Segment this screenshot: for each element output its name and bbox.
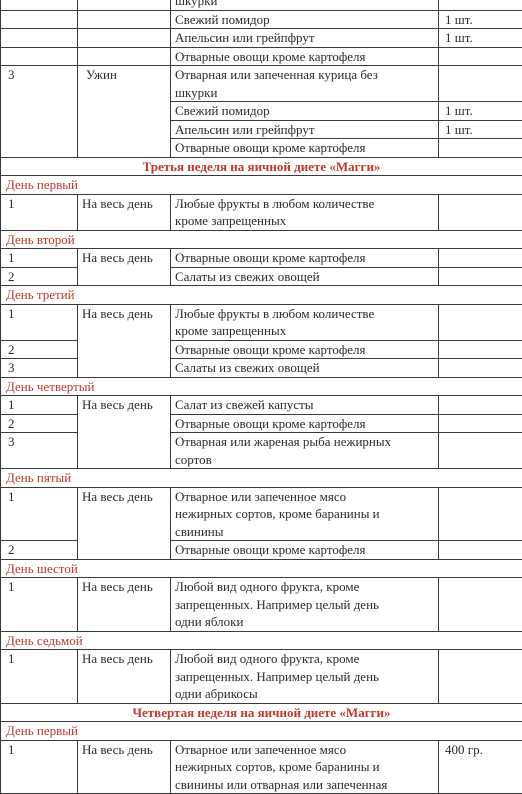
cell-text: Отварное или запеченное мясо нежирных сортов, кроме баранины и свинины или отварная или запеченная xyxy=(171,740,439,794)
cell-qty: 1 шт. xyxy=(439,120,522,139)
cell-meal: На весь день xyxy=(78,740,171,794)
table-row xyxy=(1,578,522,632)
cell-num: 1 xyxy=(1,578,78,632)
cell-meal: Ужин xyxy=(78,66,171,158)
cell-text: Отварные овощи кроме картофеля xyxy=(171,249,439,268)
table-row xyxy=(1,194,522,230)
table-row xyxy=(1,47,522,66)
day-title: День первый xyxy=(1,176,522,195)
cell-text: Апельсин или грейпфрут xyxy=(171,29,439,48)
table-row xyxy=(1,0,522,10)
cell-text: шкурки xyxy=(171,0,439,10)
day-title: День четвертый xyxy=(1,377,522,396)
cell-num: 2 xyxy=(1,541,78,560)
cell-num: 3 xyxy=(1,66,78,158)
day-title: День шестой xyxy=(1,559,522,578)
table-row xyxy=(1,396,522,415)
cell-text: Апельсин или грейпфрут xyxy=(171,120,439,139)
cell-qty: 400 гр. xyxy=(439,740,522,794)
table-row xyxy=(1,10,522,29)
cell-num: 1 xyxy=(1,650,78,704)
table-row xyxy=(1,66,522,102)
cell-text: Отварные овощи кроме картофеля xyxy=(171,541,439,560)
table-row xyxy=(1,304,522,340)
week-title: Четвертая неделя на яичной диете «Магги» xyxy=(1,703,522,722)
cell-num: 3 xyxy=(1,359,78,378)
cell-num: 1 xyxy=(1,740,78,794)
cell-text: Отварные овощи кроме картофеля xyxy=(171,47,439,66)
cell-text: Отварная или запеченная курица без шкурки xyxy=(171,66,439,102)
cell-text: Салаты из свежих овощей xyxy=(171,359,439,378)
cell-meal: На весь день xyxy=(78,396,171,469)
table-row xyxy=(1,650,522,704)
cell-qty: 1 шт. xyxy=(439,29,522,48)
cell-qty: 1 шт. xyxy=(439,10,522,29)
cell-meal: На весь день xyxy=(78,194,171,230)
cell-text: Любой вид одного фрукта, кроме запрещенных. Например целый день одни яблоки xyxy=(171,578,439,632)
cell-text: Салат из свежей капусты xyxy=(171,396,439,415)
day-title: День седьмой xyxy=(1,631,522,650)
cell-meal: На весь день xyxy=(78,304,171,377)
cell-text: Салаты из свежих овощей xyxy=(171,267,439,286)
day-title: День второй xyxy=(1,230,522,249)
week-title: Третья неделя на яичной диете «Магги» xyxy=(1,157,522,176)
cell-num: 1 xyxy=(1,249,78,268)
day-title: День пятый xyxy=(1,469,522,488)
cell-text: Отварная или жареная рыба нежирных сортов xyxy=(171,433,439,469)
cell-text: Свежий помидор xyxy=(171,102,439,121)
cell-meal: На весь день xyxy=(78,487,171,559)
cell-text: Отварные овощи кроме картофеля xyxy=(171,340,439,359)
cell-text: Любой вид одного фрукта, кроме запрещенных. Например целый день одни абрикосы xyxy=(171,650,439,704)
cell-num: 1 xyxy=(1,487,78,541)
cell-num: 1 xyxy=(1,194,78,230)
cell-qty: 1 шт. xyxy=(439,102,522,121)
cell-meal: На весь день xyxy=(78,578,171,632)
day-title: День первый xyxy=(1,722,522,741)
table-row xyxy=(1,249,522,268)
cell-text: Любые фрукты в любом количестве кроме запрещенных xyxy=(171,304,439,340)
cell-text: Любые фрукты в любом количестве кроме запрещенных xyxy=(171,194,439,230)
table-row xyxy=(1,740,522,794)
table-row xyxy=(1,29,522,48)
cell-meal: На весь день xyxy=(78,650,171,704)
cell-num: 1 xyxy=(1,396,78,415)
cell-num: 2 xyxy=(1,340,78,359)
cell-text: Свежий помидор xyxy=(171,10,439,29)
cell-num: 1 xyxy=(1,304,78,340)
cell-text: Отварные овощи кроме картофеля xyxy=(171,139,439,158)
cell-text: Отварное или запеченное мясо нежирных сортов, кроме баранины и свинины xyxy=(171,487,439,541)
cell-num: 2 xyxy=(1,414,78,433)
table-row xyxy=(1,487,522,541)
cell-text: Отварные овощи кроме картофеля xyxy=(171,414,439,433)
cell-meal: На весь день xyxy=(78,249,171,286)
day-title: День третий xyxy=(1,286,522,305)
cell-num: 2 xyxy=(1,267,78,286)
cell-num: 3 xyxy=(1,433,78,469)
